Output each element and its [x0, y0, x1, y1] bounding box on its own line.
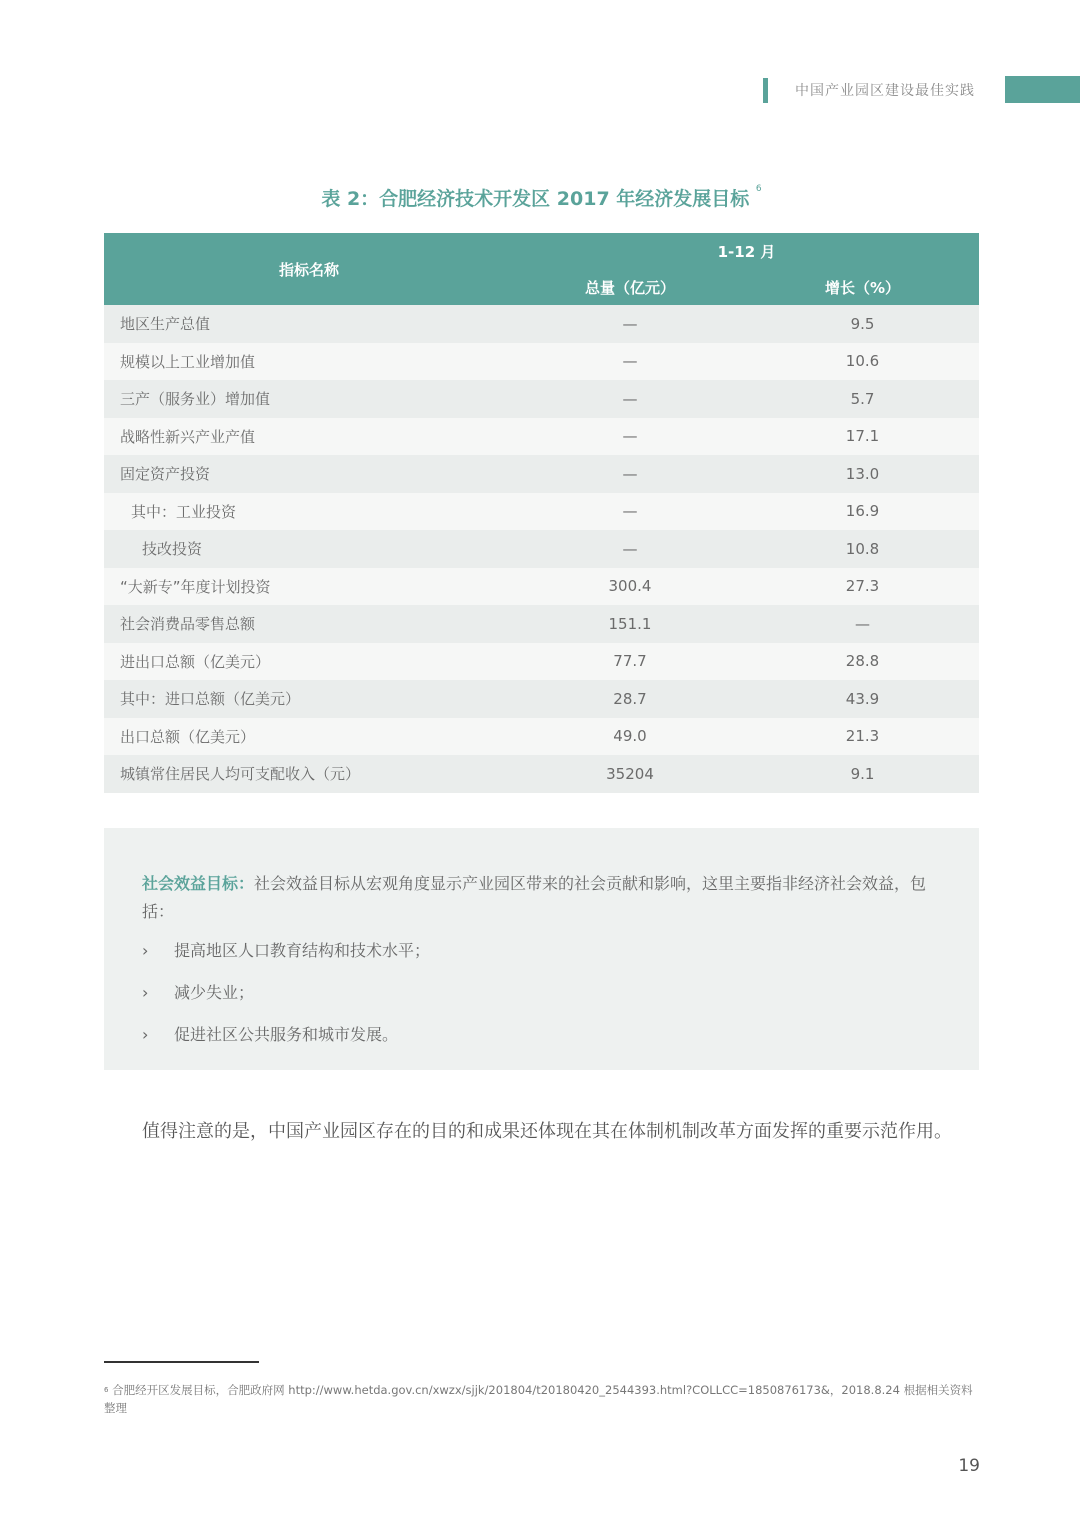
- indicator-name: 出口总额（亿美元）: [104, 718, 514, 756]
- table-caption-text: 表 2：合肥经济技术开发区 2017 年经济发展目标: [321, 188, 750, 210]
- indicator-growth: 16.9: [746, 493, 979, 531]
- indicator-name: 进出口总额（亿美元）: [104, 643, 514, 681]
- social-benefit-paragraph: [142, 870, 942, 926]
- list-item: [142, 980, 254, 1003]
- list-item: [142, 1022, 398, 1045]
- page-number: 19: [958, 1456, 980, 1476]
- list-item: [142, 938, 430, 961]
- bullet-chevron-icon: ›: [142, 941, 149, 960]
- indicator-total: 28.7: [514, 680, 746, 718]
- col-header-total: 总量（亿元）: [514, 269, 746, 305]
- indicator-name: 地区生产总值: [104, 305, 514, 343]
- table-row: [104, 343, 979, 381]
- indicator-total: 300.4: [514, 568, 746, 606]
- indicator-growth: —: [746, 605, 979, 643]
- indicator-name: 社会消费品零售总额: [104, 605, 514, 643]
- col-header-growth: 增长（%）: [746, 269, 979, 305]
- col-header-period: 1-12 月: [514, 233, 979, 269]
- indicator-total: —: [514, 455, 746, 493]
- indicator-growth: 21.3: [746, 718, 979, 756]
- indicator-total: —: [514, 493, 746, 531]
- indicator-total: —: [514, 305, 746, 343]
- list-item-text: 提高地区人口教育结构和技术水平；: [174, 941, 431, 960]
- footnote-number: 6: [104, 1386, 109, 1394]
- table-row: [104, 568, 979, 606]
- table-row: [104, 680, 979, 718]
- table-caption: [104, 184, 979, 211]
- indicator-growth: 10.8: [746, 530, 979, 568]
- indicator-growth: 13.0: [746, 455, 979, 493]
- economic-targets-table: [104, 233, 979, 793]
- table-row: [104, 418, 979, 456]
- footnote-divider: [104, 1361, 259, 1363]
- indicator-name: 战略性新兴产业产值: [104, 418, 514, 456]
- table-row: [104, 493, 979, 531]
- footnote-text: 合肥经开区发展目标，合肥政府网 http://www.hetda.gov.cn/xwzx/sjjk/201804/t20180420_2544393.html?COLLCC=1850876173&，2018.8.24 根据相关资料整理: [104, 1383, 973, 1415]
- indicator-name: 其中：进口总额（亿美元）: [104, 680, 514, 718]
- table-row: [104, 380, 979, 418]
- indicator-growth: 10.6: [746, 343, 979, 381]
- indicator-name: 规模以上工业增加值: [104, 343, 514, 381]
- indicator-name: “大新专”年度计划投资: [104, 568, 514, 606]
- social-benefit-text: 社会效益目标从宏观角度显示产业园区带来的社会贡献和影响，这里主要指非经济社会效益，包括：: [142, 874, 927, 921]
- indicator-total: 77.7: [514, 643, 746, 681]
- indicator-name: 固定资产投资: [104, 455, 514, 493]
- header-color-block: [1005, 76, 1080, 103]
- indicator-name: 三产（服务业）增加值: [104, 380, 514, 418]
- indicator-total: —: [514, 380, 746, 418]
- indicator-name: 其中：工业投资: [104, 493, 514, 531]
- header-accent-bar: [763, 78, 768, 103]
- footnote: [104, 1381, 982, 1417]
- list-item-text: 减少失业；: [174, 983, 255, 1002]
- table-row: [104, 718, 979, 756]
- indicator-growth: 9.1: [746, 755, 979, 793]
- table-row: [104, 455, 979, 493]
- indicator-growth: 27.3: [746, 568, 979, 606]
- table-caption-footnote-ref: 6: [755, 184, 762, 194]
- table-row: [104, 643, 979, 681]
- indicator-growth: 17.1: [746, 418, 979, 456]
- indicator-growth: 5.7: [746, 380, 979, 418]
- table-row: [104, 755, 979, 793]
- indicator-growth: 28.8: [746, 643, 979, 681]
- bullet-chevron-icon: ›: [142, 1025, 149, 1044]
- social-benefit-box: [104, 828, 979, 1070]
- social-benefit-lead: 社会效益目标：: [142, 874, 255, 893]
- indicator-growth: 9.5: [746, 305, 979, 343]
- body-paragraph: 值得注意的是，中国产业园区存在的目的和成果还体现在其在体制机制改革方面发挥的重要示范作用。: [142, 1121, 952, 1142]
- table-row: [104, 305, 979, 343]
- indicator-name: 城镇常住居民人均可支配收入（元）: [104, 755, 514, 793]
- col-header-indicator: 指标名称: [104, 233, 514, 305]
- indicator-total: —: [514, 418, 746, 456]
- running-title: 中国产业园区建设最佳实践: [795, 83, 975, 99]
- indicator-total: 35204: [514, 755, 746, 793]
- indicator-total: 49.0: [514, 718, 746, 756]
- bullet-chevron-icon: ›: [142, 983, 149, 1002]
- indicator-growth: 43.9: [746, 680, 979, 718]
- table-row: [104, 530, 979, 568]
- indicator-total: —: [514, 530, 746, 568]
- indicator-name: 技改投资: [104, 530, 514, 568]
- indicator-total: 151.1: [514, 605, 746, 643]
- table-header-row-1: [104, 233, 979, 269]
- indicator-total: —: [514, 343, 746, 381]
- list-item-text: 促进社区公共服务和城市发展。: [174, 1025, 399, 1044]
- table-row: [104, 605, 979, 643]
